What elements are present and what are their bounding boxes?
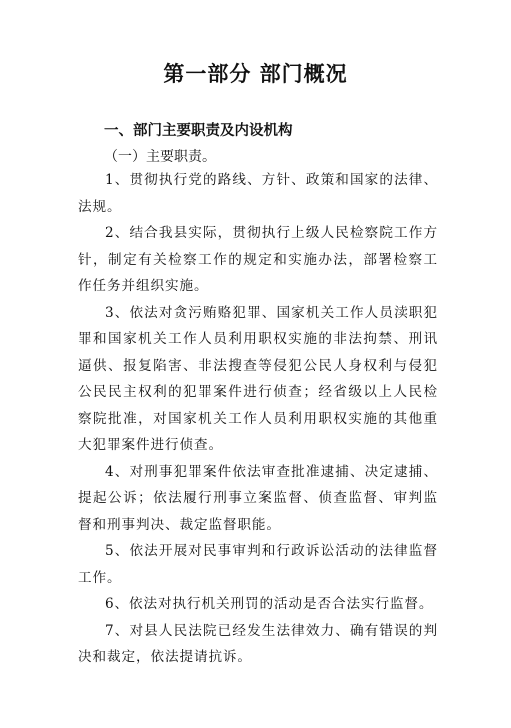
- paragraph-1: 1、贯彻执行党的路线、方针、政策和国家的法律、法规。: [78, 172, 438, 215]
- page-title: 第一部分 部门概况: [163, 62, 348, 86]
- subsection-heading: （一）主要职责。: [104, 149, 216, 165]
- paragraph-3: 3、依法对贪污贿赂犯罪、国家机关工作人员渎职犯罪和国家机关工作人员利用职权实施的非法拘禁、刑讯逼供、报复陷害、非法搜查等侵犯公民人身权利与侵犯公民民主权利的犯罪案件进行侦查；经省级以上人民检察院批准，对国家机关工作人员利用职权实施的其他重大犯罪案件进行侦查。: [78, 304, 438, 453]
- section-heading: 一、部门主要职责及内设机构: [104, 123, 293, 139]
- paragraph-2: 2、结合我县实际，贯彻执行上级人民检察院工作方针，制定有关检察工作的规定和实施办法，部署检察工作任务并组织实施。: [78, 225, 438, 294]
- paragraph-6: 6、依法对执行机关刑罚的活动是否合法实行监督。: [105, 596, 434, 612]
- paragraph-4: 4、对刑事犯罪案件依法审查批准逮捕、决定逮捕、提起公诉；依法履行刑事立案监督、侦查监督、审判监督和刑事判决、裁定监督职能。: [78, 463, 438, 533]
- document-body: [78, 167, 438, 671]
- paragraph-5: 5、依法开展对民事审判和行政诉讼活动的法律监督工作。: [78, 543, 438, 586]
- paragraph-7: 7、对县人民法院已经发生法律效力、确有错误的判决和裁定，依法提请抗诉。: [78, 622, 438, 665]
